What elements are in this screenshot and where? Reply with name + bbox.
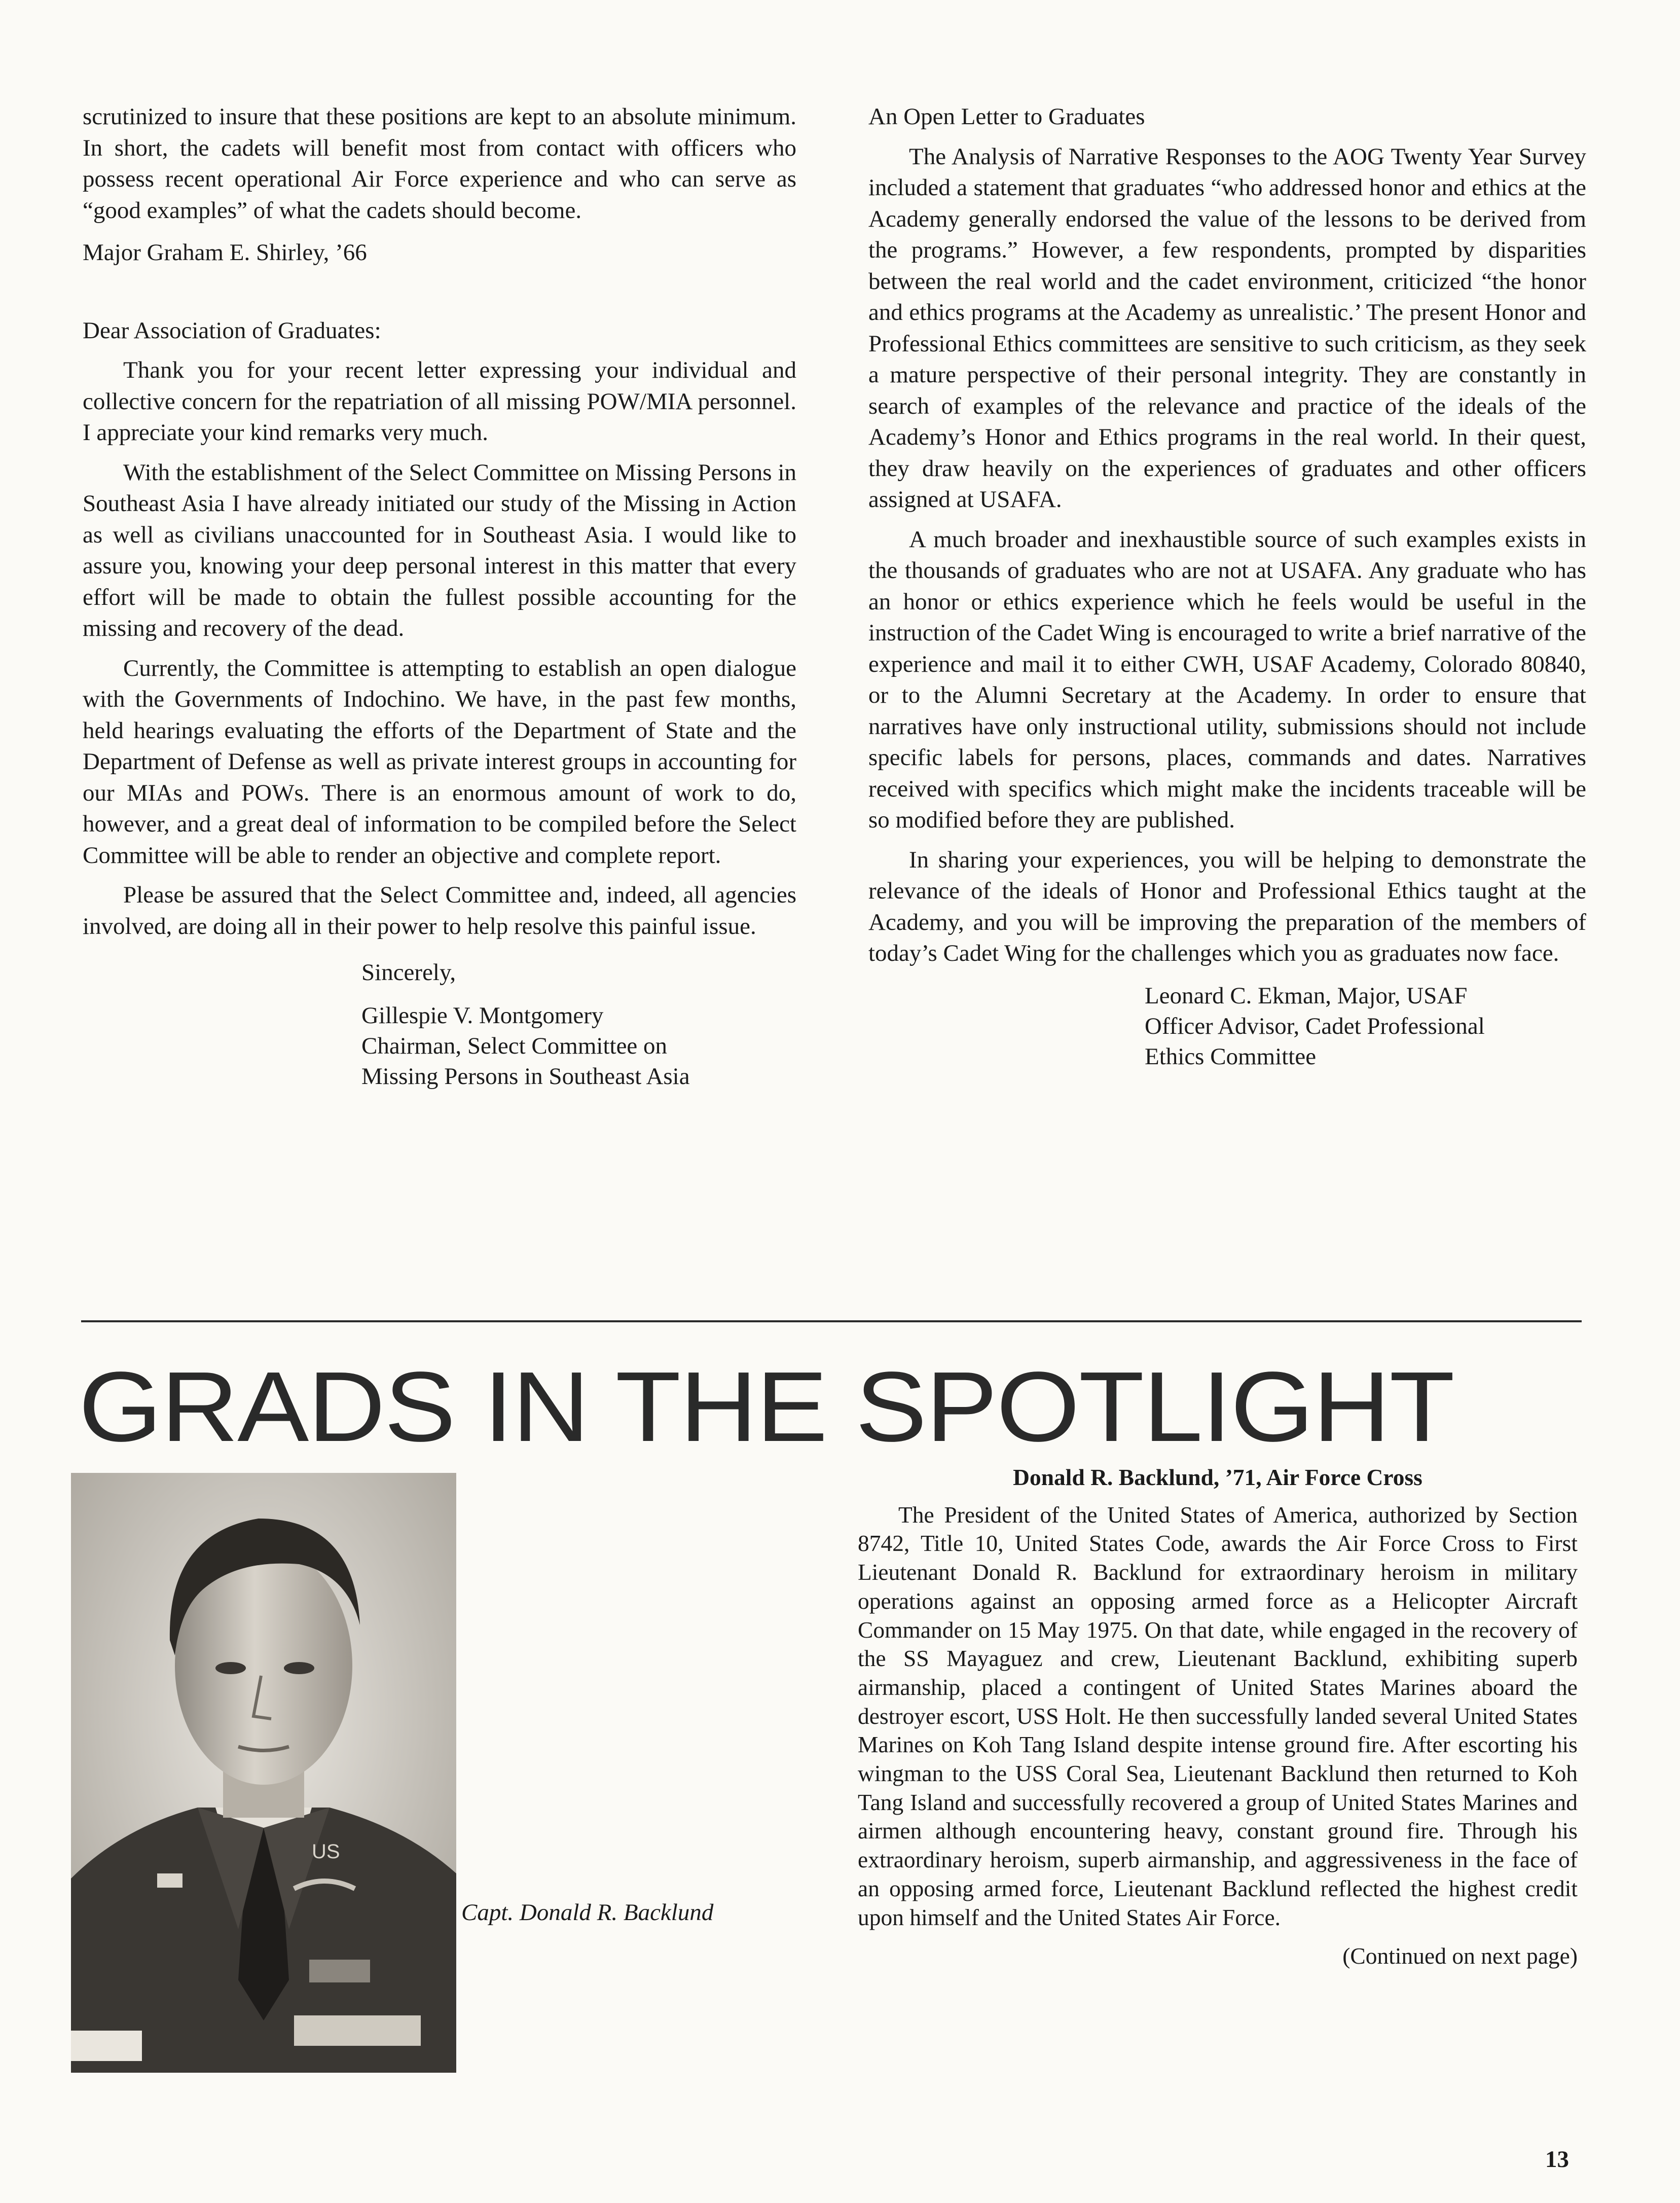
- signer-title: Ethics Committee: [1145, 1043, 1317, 1070]
- letter-paragraph: In sharing your experiences, you will be helping to demonstrate the relevance of the ideals of Honor and Professional Ethics taught at the Academy, and you will be improving the preparation of the members of today’s Cadet Wing for the challenges which you as graduates now face.: [868, 846, 1586, 966]
- letter-paragraph: Please be assured that the Select Committee and, indeed, all agencies involved, are doing all in their power to help resolve this painful issue.: [83, 882, 796, 940]
- closing: Sincerely,: [361, 959, 456, 986]
- section-divider: [81, 1320, 1582, 1322]
- spotlight-story: [858, 1463, 1578, 1971]
- letter-paragraph: A much broader and inexhaustible source of such examples exists in the thousands of graduates who are not at USAFA. Any graduate who has an honor or ethics experience which he feels would be useful in the instruction of the Cadet Wing is encouraged to write a brief narrative of the experience and mail it to either CWH, USAF Academy, Colorado 80840, or to the Alumni Secretary at the Academy. In order to ensure that narratives have only instructional utility, submissions should not include specific labels for persons, places, commands and dates. Narratives received with specifics which might make the incidents traceable will be so modified before they are published.: [868, 526, 1586, 833]
- letter-paragraph: With the establishment of the Select Committee on Missing Persons in Southeast Asia I have already initiated our study of the Missing in Action as well as civilians unaccounted for in Southeast Asia. I would like to assure you, knowing your deep personal interest in this matter that every effort will be made to obtain the fullest possible accounting for the missing and recovery of the dead.: [83, 459, 796, 641]
- uniform-us-insignia: US: [312, 1840, 340, 1863]
- signature-ekman: [1145, 981, 1586, 1072]
- page-number: 13: [1545, 2146, 1569, 2173]
- portrait-illustration: [71, 1473, 456, 2073]
- signer-title: Chairman, Select Committee on: [361, 1033, 668, 1059]
- letter-paragraph: The Analysis of Narrative Responses to the AOG Twenty Year Survey included a statement that graduates “who addressed honor and ethics at the Academy generally endorsed the value of the lessons to be derived from the programs.” However, a few respondents, prompted by disparities between the real world and the cadet environment, criticized “the honor and ethics programs at the Academy as unrealistic.’ The present Honor and Professional Ethics committees are sensitive to such criticism, as they seek a mature perspective of their personal integrity. They are constantly in search of examples of the relevance and practice of the ideals of the Academy’s Honor and Ethics programs in the real world. In their quest, they draw heavily on the experiences of graduates and other officers assigned at USAFA.: [868, 143, 1586, 513]
- story-body: The President of the United States of America, authorized by Section 8742, Title 10, United States Code, awards the Air Force Cross to First Lieutenant Donald R. Backlund for extraordinary heroism in military operations against an opposing armed force as a Helicopter Aircraft Commander on 15 May 1975. On that date, while engaged in the recovery of the SS Mayaguez and crew, Lieutenant Backlund, exhibiting superb airmanship, placed a contingent of United States Marines aboard the destroyer escort, USS Holt. He then successfully landed several United States Marines on Koh Tang Island despite intense ground fire. After escorting his wingman to the USS Coral Sea, Lieutenant Backlund then returned to Koh Tang Island and successfully recovered a group of United States Marines and airmen although encountering heavy, constant ground fire. Through his extraordinary heroism, superb airmanship, and aggressiveness in the face of an opposing armed force, Lieutenant Backlund reflected the highest credit upon himself and the United States Air Force.: [858, 1501, 1578, 1930]
- spotlight-headline: GRADS IN THE SPOTLIGHT: [79, 1351, 1454, 1462]
- signer-title: Missing Persons in Southeast Asia: [361, 1063, 690, 1090]
- story-title: Donald R. Backlund, ’71, Air Force Cross: [1013, 1464, 1422, 1490]
- intro-paragraph: scrutinized to insure that these positions are kept to an absolute minimum. In short, the cadets will benefit most from contact with officers who possess recent operational Air Force experience and who can serve as “good examples” of what the cadets should become.: [83, 103, 796, 224]
- open-letter-title: An Open Letter to Graduates: [868, 103, 1145, 130]
- signature-montgomery: [361, 957, 796, 1092]
- letter-paragraph: Currently, the Committee is attempting to establish an open dialogue with the Governments of Indochino. We have, in the past few months, held hearings evaluating the efforts of the Department of State and the Department of Defense as well as private interest groups in accounting for our MIAs and POWs. There is an enormous amount of work to do, however, and a great deal of information to be compiled before the Select Committee will be able to render an objective and complete report.: [83, 655, 796, 869]
- signer-name: Gillespie V. Montgomery: [361, 1002, 604, 1029]
- salutation: Dear Association of Graduates:: [83, 317, 381, 344]
- letter-paragraph: Thank you for your recent letter expressing your individual and collective concern for the repatriation of all missing POW/MIA personnel. I appreciate your kind remarks very much.: [83, 357, 796, 446]
- signer-title: Officer Advisor, Cadet Professional: [1145, 1013, 1485, 1039]
- portrait-photo: [71, 1473, 456, 2073]
- left-column: [83, 101, 796, 1092]
- right-column: [868, 101, 1586, 1072]
- continued-note: (Continued on next page): [1342, 1943, 1578, 1969]
- signer-name: Leonard C. Ekman, Major, USAF: [1145, 982, 1468, 1009]
- photo-caption: Capt. Donald R. Backlund: [461, 1899, 714, 1926]
- signature-shirley: Major Graham E. Shirley, ’66: [83, 239, 367, 266]
